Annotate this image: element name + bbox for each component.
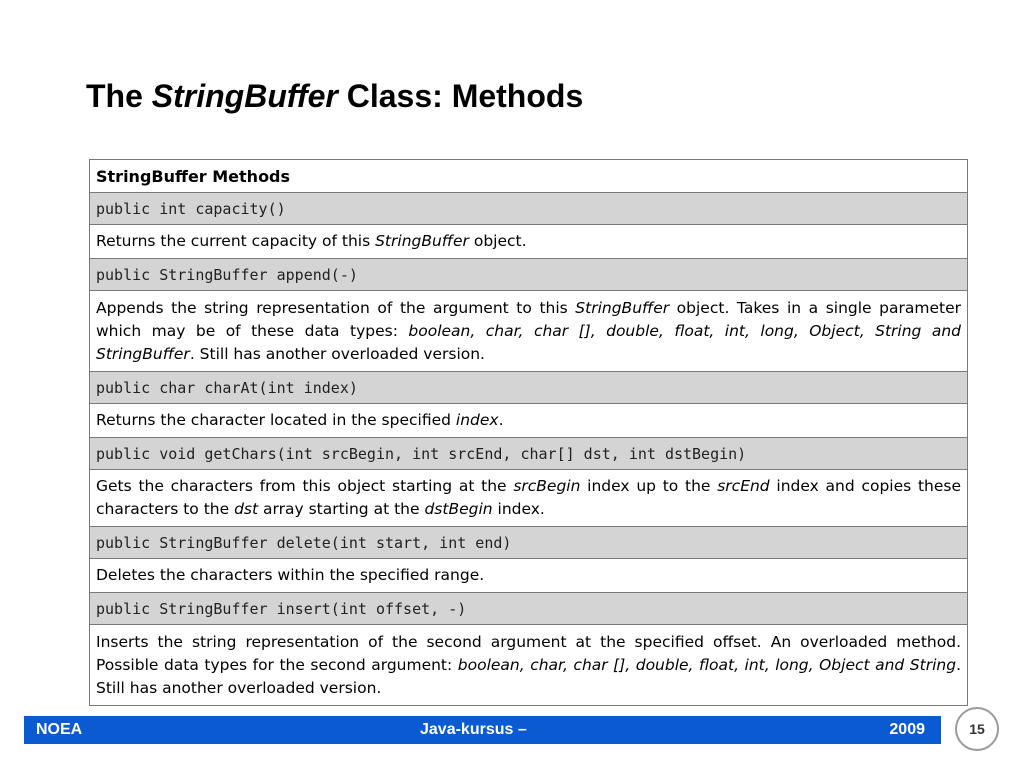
method-description-row [90,470,968,527]
methods-table [89,159,968,706]
method-description [90,470,968,527]
title-part-1: The [86,78,152,114]
description-text: index and copies these characters to the [96,477,962,518]
title-part-2: Class: Methods [337,78,584,114]
table-header-row [90,160,968,193]
method-signature-row [90,259,968,291]
description-emphasis: dstBegin [424,500,493,518]
page-number-badge [955,707,999,751]
description-text: Gets the characters from this object starting at the [96,477,514,495]
method-signature-row [90,372,968,404]
description-text: Returns the current capacity of this [96,232,376,250]
method-signature-row [90,593,968,625]
method-signature: public char charAt(int index) [90,372,968,404]
footer-right-text: 2009 [889,721,925,738]
description-text: . [498,411,504,429]
title-emphasis: StringBuffer [151,78,338,114]
footer-left-text: NOEA [36,721,83,738]
description-emphasis: srcEnd [717,477,770,495]
description-text: object. Takes in a single parameter which may be of these data types: [96,298,961,340]
footer-center-text: Java-kursus – [420,721,527,738]
table-header: StringBuffer Methods [90,160,968,193]
method-description-row [90,404,968,438]
method-signature: public StringBuffer append(-) [90,259,968,291]
description-emphasis: index [455,411,499,429]
description-text: . Still has another overloaded version. [96,655,961,697]
description-emphasis: dst [234,500,259,518]
description-text: index up to the [580,477,718,495]
method-description-row [90,559,968,593]
footer-bar [24,716,941,744]
description-text: array starting at the [258,500,425,518]
method-signature: public StringBuffer delete(int start, int end) [90,527,968,559]
method-description [90,225,968,259]
method-signature-row [90,193,968,225]
method-description-row [90,225,968,259]
method-signature-row [90,438,968,470]
description-emphasis: boolean, char, char [], double, float, int, long, Object, String and StringBuffer [96,321,961,363]
description-text: object. [468,232,527,250]
description-text: index. [492,500,545,518]
method-description-row [90,291,968,372]
description-text: Appends the string representation of the argument to this [96,298,576,317]
method-signature: public int capacity() [90,193,968,225]
description-emphasis: StringBuffer [375,232,469,250]
method-description-row [90,625,968,706]
method-signature: public StringBuffer insert(int offset, -) [90,593,968,625]
description-text: Deletes the characters within the specified range. [96,566,485,584]
description-text: . Still has another overloaded version. [189,344,485,363]
method-description [90,291,968,372]
description-emphasis: StringBuffer [575,298,670,317]
method-signature-row [90,527,968,559]
method-description [90,404,968,438]
method-description [90,559,968,593]
description-emphasis: boolean, char, char [], double, float, int, long, Object and String [457,655,957,674]
method-description [90,625,968,706]
description-text: Inserts the string representation of the second argument at the specified offset. An overloaded method. Possible data types for the second argument: [96,632,961,674]
description-emphasis: srcBegin [513,477,581,495]
page-number: 15 [969,721,985,737]
description-text: Returns the character located in the specified [96,411,456,429]
method-signature: public void getChars(int srcBegin, int srcEnd, char[] dst, int dstBegin) [90,438,968,470]
slide-title [86,78,583,115]
